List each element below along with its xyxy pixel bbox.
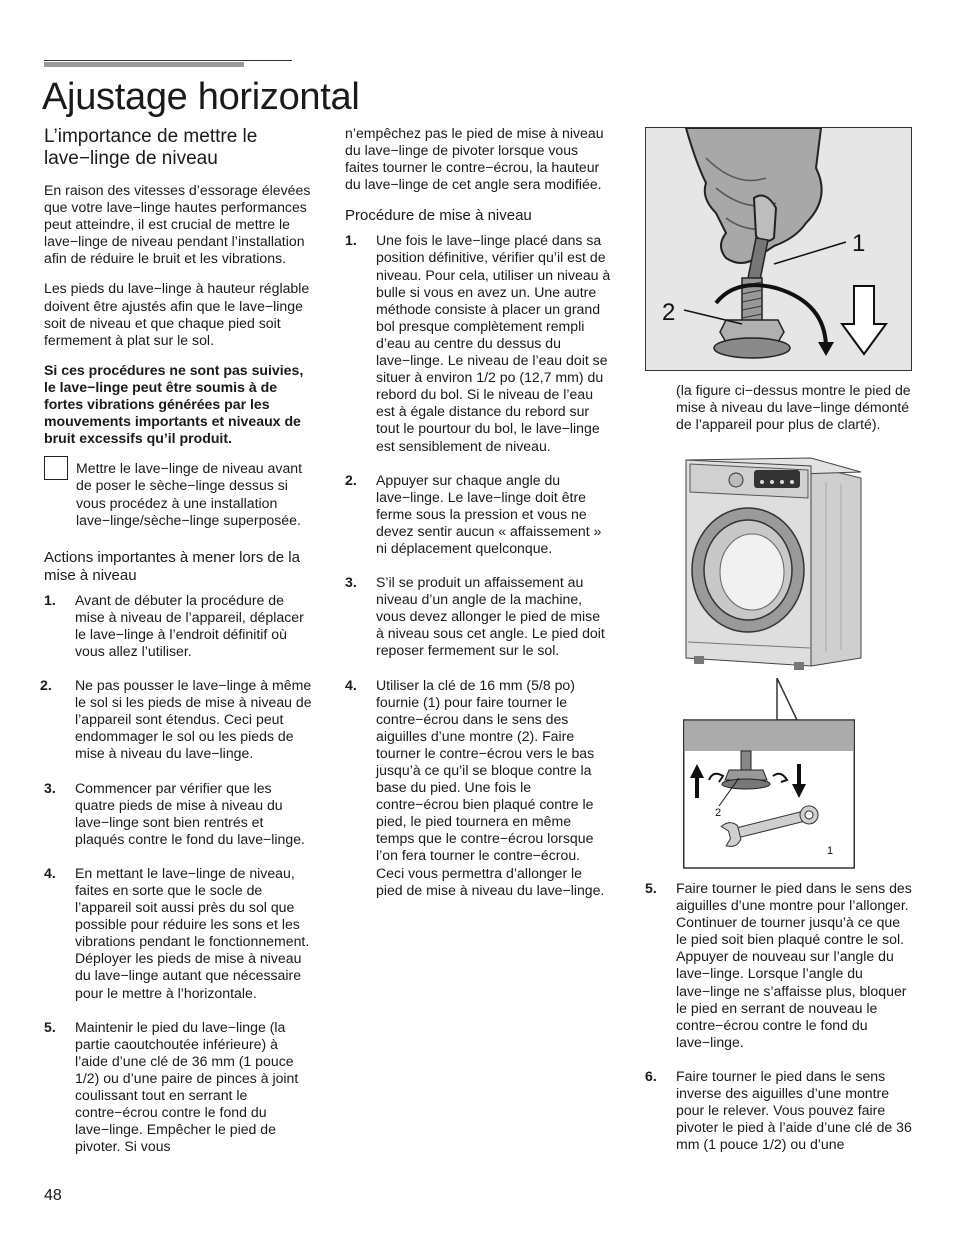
list-text: Commencer par vérifier que les quatre pieds de mise à niveau du lave−linge sont bien rentrés et plaqués contre le fond du lave−linge.	[75, 779, 305, 847]
section-heading-procedure: Procédure de mise à niveau	[345, 207, 532, 225]
list-number: 2.	[345, 471, 357, 488]
list-item	[345, 574, 611, 659]
list-item	[44, 780, 312, 848]
list-number: 1.	[345, 232, 357, 249]
list-item	[44, 592, 312, 660]
list-text: Appuyer sur chaque angle du lave−linge. Le lave−linge doit être ferme sous la pression et vous ne devez sentir aucun « affaissement » ni déplacement quelconque.	[376, 471, 602, 556]
list-item	[645, 880, 913, 1051]
list-text: Une fois le lave−linge placé dans sa position définitive, vérifier qu’il est de niveau. Pour cela, utiliser un niveau à bulle si vous en avez un. Une autre méthode consiste à placer un grand bol presque complètement rempli d’eau au centre du dessus du lave−linge. Le niveau de l’eau doit se situer à environ 1/2 po (12,7 mm) du rebord du bol. Si le niveau de l’eau est à égale distance du rebord sur tout le pourtour du bol, le lave−linge est sensiblement de niveau.	[376, 232, 611, 454]
list-number: 6.	[645, 1067, 657, 1084]
list-number: 2.	[40, 677, 52, 694]
foot-detail-illustration	[683, 678, 855, 869]
list-number: 3.	[44, 779, 56, 796]
list-text: Maintenir le pied du lave−linge (la partie caoutchoutée inférieure) à l’aide d’une clé de 36 mm (1 pouce 1/2) ou d’une paire de pinces à joint coulissant tout en serrant le contre−écrou contre le fond du lave−linge. Empêcher le pied de pivoter. Si vous	[75, 1018, 299, 1155]
list-item	[345, 472, 611, 557]
list-number: 5.	[645, 880, 657, 896]
list-text: Faire tourner le pied dans le sens des aiguilles d’une montre pour l’allonger. Continuer de tourner jusqu’à ce que le pied soit bien plaqué contre le sol. Appuyer de nouveau sur l’angle du lave−linge. Lorsque l’angle du lave−linge ne s’affaisse plus, bloquer le pied en serrant de nouveau le contre−écrou contre le fond du lave−linge.	[676, 880, 912, 1050]
list-item	[345, 232, 611, 454]
list-text: En mettant le lave−linge de niveau, faites en sorte que le socle de l’appareil soit aussi près du sol que possible pour réduire les sons et les vibrations pendant le fonctionnement. Déployer les pieds de mise à niveau du lave−linge autant que nécessaire pour le mettre à l’horizontale.	[75, 864, 310, 1001]
figure-hand-wrench	[645, 127, 912, 371]
figure-washer	[676, 452, 874, 678]
page-number: 48	[44, 1187, 62, 1204]
paragraph-continued: n’empêchez pas le pied de mise à niveau du lave−linge de pivoter lorsque vous faites tourner le contre−écrou, la hauteur du lave−linge de cet angle sera modifiée.	[345, 125, 604, 193]
hand-wrench-illustration	[646, 128, 911, 370]
figure-foot-detail	[683, 678, 855, 869]
list-text: Ne pas pousser le lave−linge à même le sol si les pieds de mise à niveau de l’appareil sont étendus. Ceci peut endommager le sol ou les pieds de mise à niveau du lave−linge.	[75, 677, 312, 762]
procedure-list-continued	[645, 880, 913, 1153]
note-block	[44, 460, 312, 528]
header-rule-thin	[44, 60, 292, 61]
figure-caption: (la figure ci−dessus montre le pied de mise à niveau du lave−linge démonté de l’appareil pour plus de clarté).	[676, 382, 911, 433]
list-number: 4.	[44, 864, 56, 881]
warning-paragraph: Si ces procédures ne sont pas suivies, le lave−linge peut être soumis à de fortes vibrations générées par les mouvements importants et niveaux de bruit excessifs qu’il produit.	[44, 361, 304, 447]
page-title: Ajustage horizontal	[42, 76, 360, 118]
list-item	[44, 865, 312, 1002]
list-text: Faire tourner le pied dans le sens inverse des aiguilles d’une montre pour le relever. Vous pouvez faire pivoter le pied à l’aide d’une clé de 36 mm (1 pouce 1/2) ou d’une	[676, 1067, 912, 1153]
paragraph-intro: En raison des vitesses d’essorage élevées que votre lave−linge hautes performances peut atteindre, il est crucial de mettre le lave−linge de niveau pendant l’installation afin de réduire le bruit et les vibrations.	[44, 182, 311, 267]
list-text: S’il se produit un affaissement au niveau d’un angle de la machine, vous devez allonger le pied de mise à niveau sous cet angle. Le pied doit reposer fermement sur le sol.	[376, 574, 605, 659]
column-right	[645, 880, 913, 1170]
procedure-list	[345, 232, 611, 898]
list-number: 4.	[345, 676, 357, 693]
washer-illustration	[676, 452, 874, 678]
figure-label-1: 1	[852, 230, 866, 257]
list-number: 1.	[44, 591, 56, 608]
list-item	[44, 1019, 312, 1156]
paragraph-feet: Les pieds du lave−linge à hauteur réglable doivent être ajustés afin que le lave−linge soit de niveau et que chaque pied soit fermement à plat sur le sol.	[44, 280, 310, 348]
list-item	[345, 677, 611, 899]
list-number: 3.	[345, 574, 357, 591]
figure-label-1: 1	[827, 845, 834, 857]
column-left	[40, 126, 312, 1172]
column-middle	[345, 125, 611, 916]
header-rule-thick	[44, 62, 244, 67]
figure-label-2: 2	[662, 299, 676, 326]
figure-label-2: 2	[715, 807, 722, 819]
section-heading-actions: Actions importantes à mener lors de la mise à niveau	[44, 548, 300, 584]
note-text: Mettre le lave−linge de niveau avant de poser le sèche−linge dessus si vous procédez à une installation lave−linge/sèche−linge superposée.	[76, 460, 303, 528]
list-item	[645, 1068, 913, 1153]
note-checkbox-icon	[44, 456, 68, 480]
list-text: Utiliser la clé de 16 mm (5/8 po) fournie (1) pour faire tourner le contre−écrou dans le sens des aiguilles d’une montre (2). Faire tourner le contre−écrou vers le bas jusqu’à ce qu’il se bloque contre la base du pied. Une fois le contre−écrou bien plaqué contre le pied, le pied tournera en même temps que le contre−écrou lorsque l’on fera tourner le contre−écrou. Ceci vous permettra d’allonger le pied de mise à niveau du lave−linge.	[376, 676, 605, 898]
section-heading-importance: L’importance de mettre le lave−linge de niveau	[44, 126, 258, 169]
list-item	[40, 677, 312, 762]
actions-list	[40, 591, 312, 1156]
list-text: Avant de débuter la procédure de mise à niveau de l’appareil, déplacer le lave−linge à l’endroit définitif où vous allez l’utiliser.	[75, 591, 304, 659]
list-number: 5.	[44, 1018, 56, 1035]
